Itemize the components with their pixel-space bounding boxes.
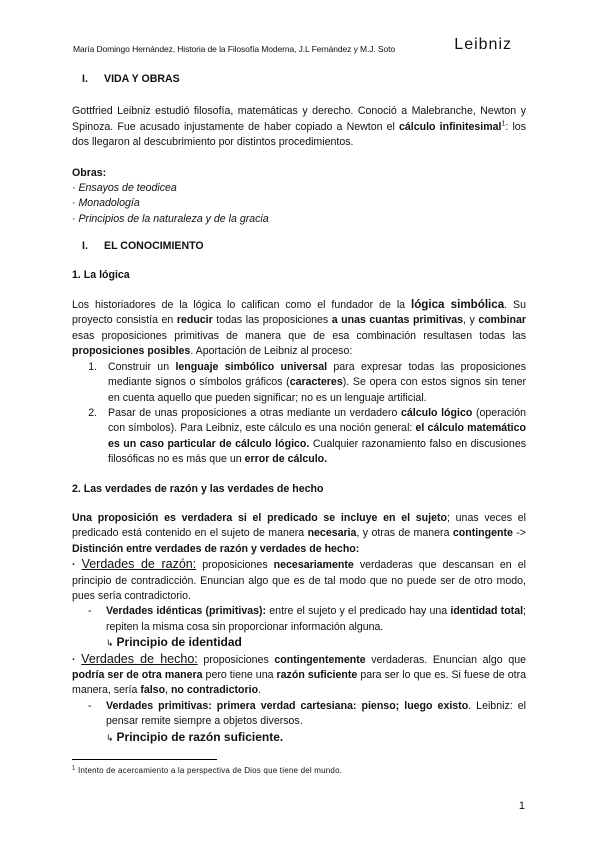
section-heading-vida	[72, 72, 526, 87]
bold-run: razón suficiente	[276, 669, 358, 681]
text-run: para ser lo que es. Si fuese de otra manera, sería	[72, 669, 526, 697]
bold-run: necesariamente	[273, 559, 354, 572]
bold-run: cálculo lógico	[400, 406, 473, 419]
dash-bullet: -	[88, 605, 92, 618]
principio-identidad	[72, 635, 526, 651]
verdades-razon-paragraph	[72, 557, 526, 604]
underlined-term: Verdades de hecho:	[81, 651, 198, 666]
text-run: : los dos llegaron al descubrimiento por distintos procedimientos.	[72, 120, 526, 149]
text-run: entre el sujeto y el predicado hay una	[266, 605, 451, 618]
text-run: . Leibniz: el pensar remite siempre a objetos diversos.	[106, 699, 526, 728]
verdades-paragraph	[72, 511, 526, 557]
bold-run: contingentemente	[274, 653, 366, 666]
bold-run: error de cálculo.	[244, 453, 328, 466]
header-citation: María Domingo Hernández, Historia de la Filosofía Moderna, J.L Fernández y M.J. Soto	[73, 44, 395, 54]
bold-run: combinar	[478, 314, 526, 327]
bold-run: Distinción entre verdades de razón y verdades de hecho:	[72, 542, 360, 555]
text-run: ->	[512, 527, 526, 540]
text-run: verdaderas. Enuncian algo que	[365, 653, 526, 666]
text-run: Los historiadores de la lógica lo califican como el fundador de la	[72, 299, 411, 312]
footnote-text: Intento de acercamiento a la perspectiva de Dios que tiene del mundo.	[75, 766, 343, 775]
header-title: Leibniz	[454, 36, 512, 53]
bold-run: Una proposición es verdadera si el predicado se incluye en el sujeto	[72, 511, 447, 524]
bold-run: contingente	[452, 527, 513, 540]
footnote-separator	[72, 759, 217, 760]
text-run: ; unas veces el predicado está contenido en el sujeto de manera	[72, 511, 527, 540]
bold-run: caracteres	[289, 376, 343, 389]
principle-label: Principio de razón suficiente.	[116, 729, 284, 744]
section-title: VIDA Y OBRAS	[104, 73, 180, 85]
bold-run: necesaria	[307, 527, 357, 540]
bold-run: no contradictorio	[170, 684, 259, 697]
bold-run: Verdades idénticas (primitivas):	[106, 605, 267, 618]
text-run: esas proposiciones primitivas de manera que de esa combinación resultasen todas las	[72, 329, 526, 342]
verdades-hecho-paragraph	[72, 652, 526, 699]
text-run: Gottfried Leibniz estudió filosofía, matemáticas y derecho. Conoció a Malebranche, Newton y Spinoza. Fue acusado injustamente de haber copiado a Newton el	[72, 105, 526, 133]
subheading-logica: 1. La lógica	[72, 268, 130, 281]
principle-label: Principio de identidad	[116, 635, 242, 650]
footnote	[72, 766, 342, 775]
subheading-verdades: 2. Las verdades de razón y las verdades de hecho	[72, 482, 324, 495]
dash-bullet: -	[88, 699, 92, 712]
list-item	[100, 360, 526, 406]
section-title: EL CONOCIMIENTO	[104, 240, 204, 253]
principio-razon-suficiente	[72, 730, 526, 746]
bold-run: lógica simbólica	[410, 298, 505, 312]
text-run: proposiciones	[197, 653, 275, 666]
obras-heading: Obras:	[72, 166, 107, 179]
text-run: ; repiten la misma cosa sin proporcionar información alguna.	[106, 605, 526, 633]
obra-item: · Principios de la naturaleza y de la gracia	[72, 212, 269, 225]
text-run: Cualquier razonamiento falso en discusiones filosóficas no es más que un	[108, 437, 527, 466]
text-run: ). Se opera con estos signos sin tener en cuenta aquello que pueden significar; no es un lenguaje artificial.	[108, 376, 526, 404]
section-number: I.	[82, 240, 88, 253]
text-run: verdaderas que descansan en el principio de contradicción. Enuncian algo que es de tal modo que no puede ser de otro modo, pues sería contradictorio.	[72, 559, 526, 602]
text-run: (operación con símbolos). Para Leibniz, este cálculo es una noción general:	[108, 406, 526, 435]
underlined-term: Verdades de razón:	[81, 557, 197, 572]
text-run: para expresar todas las proposiciones mediante signos o símbolos gráficos (	[108, 360, 526, 389]
text-run: , y otras de manera	[356, 527, 453, 540]
section-number: I.	[82, 73, 88, 85]
bold-run: podría ser de otra manera	[72, 669, 203, 681]
bold-run: el cálculo matemático es un caso particular de cálculo lógico.	[108, 422, 526, 450]
text-run: Pasar de unas proposiciones a otras mediante un verdadero	[108, 406, 401, 419]
bold-run: identidad total	[450, 605, 524, 618]
footnote-ref[interactable]: 1	[501, 120, 506, 128]
return-arrow-icon: ↳	[106, 638, 114, 649]
text-run: . Aportación de Leibniz al proceso:	[190, 345, 353, 358]
bold-run: proposiciones posibles	[72, 345, 191, 358]
text-run: .	[258, 684, 261, 697]
text-run: ,	[165, 684, 171, 697]
text-run: Construir un	[108, 360, 176, 373]
obra-item: · Ensayos de teodicea	[72, 182, 177, 195]
page-number: 1	[518, 800, 525, 812]
aportacion-list	[72, 360, 526, 468]
bold-run: falso	[140, 684, 166, 697]
bold-run: lenguaje simbólico universal	[175, 360, 328, 373]
bold-run: cálculo infinitesimal	[399, 120, 502, 133]
text-run: proposiciones	[196, 559, 274, 572]
logica-paragraph	[72, 297, 526, 360]
bold-run: a unas cuantas primitivas	[331, 314, 463, 327]
footnote-number: 1	[72, 765, 76, 772]
bold-run: Verdades primitivas: primera verdad cartesiana: pienso; luego existo	[106, 699, 469, 712]
obra-item: · Monadología	[72, 197, 140, 210]
verdades-primitivas-item	[72, 699, 526, 730]
verdades-identicas-item	[72, 604, 526, 635]
bullet: ·	[72, 653, 82, 666]
bullet: ·	[72, 559, 82, 572]
list-item	[100, 406, 526, 468]
return-arrow-icon: ↳	[106, 732, 114, 743]
bold-run: reducir	[176, 314, 213, 327]
intro-paragraph	[72, 104, 526, 150]
page-body	[72, 72, 526, 746]
section-heading-conocimiento	[72, 239, 526, 254]
text-run: , y	[463, 314, 479, 327]
text-run: . Su proyecto consistía en	[72, 299, 526, 327]
text-run: pero tiene una	[202, 669, 277, 681]
text-run: todas las proposiciones	[212, 314, 332, 327]
